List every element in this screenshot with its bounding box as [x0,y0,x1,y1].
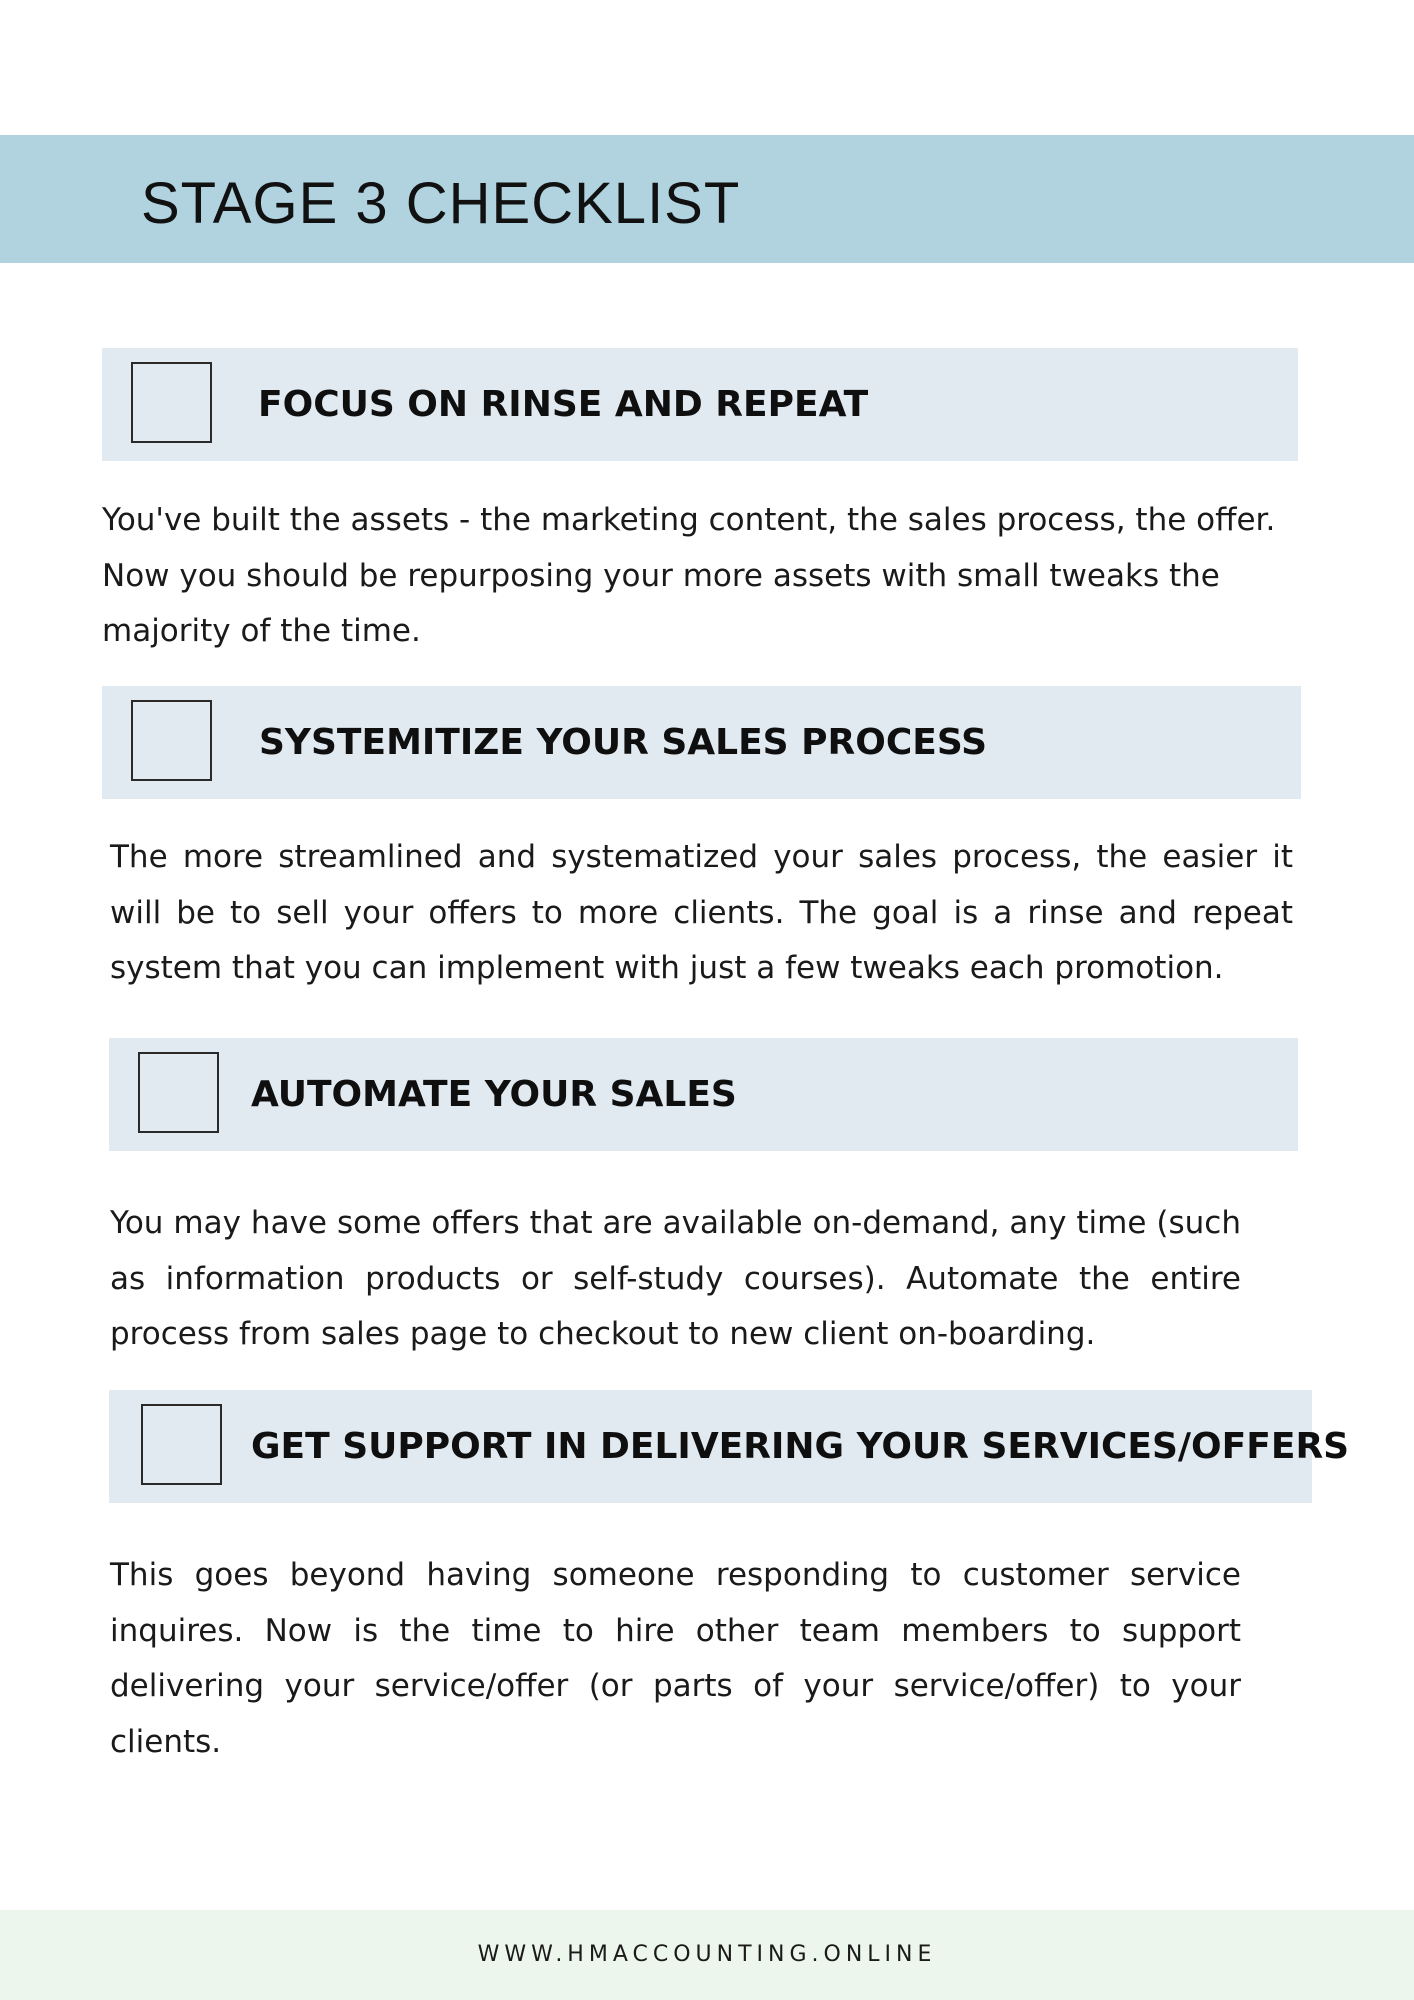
checklist-item-title: AUTOMATE YOUR SALES [251,1074,737,1115]
checklist-item-description: You may have some offers that are available on-demand, any time (such as information products or self-study courses). Automate the entire process from sales page to checkout to new client on-boarding. [110,1205,1241,1352]
checkbox[interactable] [138,1052,219,1133]
checklist-item-title: FOCUS ON RINSE AND REPEAT [258,384,869,425]
checklist-item-description: You've built the assets - the marketing content, the sales process, the offer. Now you should be repurposing your more assets with small tweaks the majority of the time. [102,502,1276,649]
footer-website-url: WWW.HMACCOUNTING.ONLINE [477,1942,937,1967]
checklist-item-description: This goes beyond having someone responding to customer service inquires. Now is the time to hire other team members to support delivering your service/offer (or parts of your service/offer) to your clients. [110,1557,1241,1760]
checklist-item-description: The more streamlined and systematized your sales process, the easier it will be to sell your offers to more clients. The goal is a rinse and repeat system that you can implement with just a few tweaks each promotion. [110,839,1293,986]
checklist-item-title: SYSTEMITIZE YOUR SALES PROCESS [259,722,988,763]
checklist-item-header-4 [109,1390,1350,1503]
checklist-item-header-2 [102,686,1301,799]
checklist-item-header-1 [102,348,1298,461]
checklist-item-title: GET SUPPORT IN DELIVERING YOUR SERVICES/OFFERS [251,1426,1350,1467]
page-title: STAGE 3 CHECKLIST [141,171,741,236]
checkbox[interactable] [131,700,212,781]
checkbox[interactable] [131,362,212,443]
checklist-item-header-3 [109,1038,1298,1151]
checkbox[interactable] [141,1404,222,1485]
